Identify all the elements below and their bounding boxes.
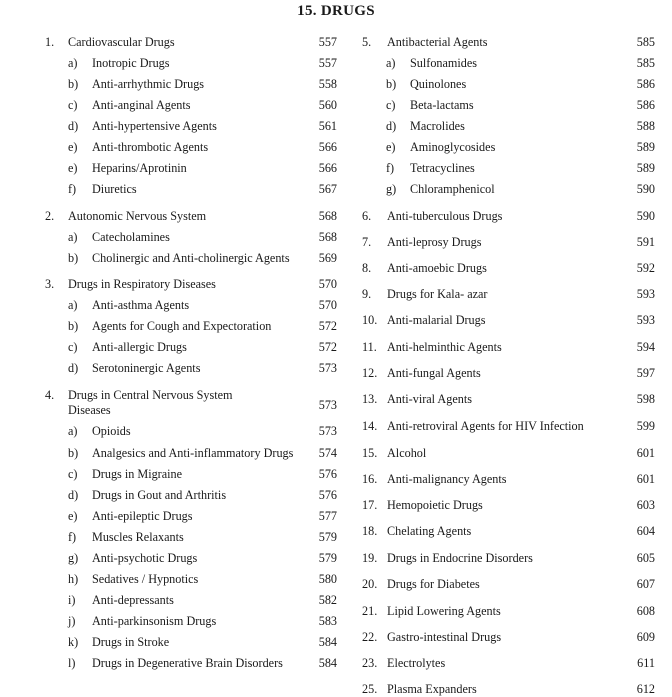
entry-label: Autonomic Nervous System <box>68 209 207 223</box>
entry-number: 23. <box>362 656 378 670</box>
subentry-letter: l) <box>68 656 76 670</box>
entry-label: Chelating Agents <box>387 524 472 538</box>
page-number: 572 <box>318 340 337 354</box>
page-number: 566 <box>318 161 337 175</box>
page-number: 560 <box>318 98 337 112</box>
entry-label: Anti-epileptic Drugs <box>92 509 193 523</box>
subentry-letter: a) <box>68 298 78 312</box>
page-number: 582 <box>318 593 337 607</box>
entry-label: Inotropic Drugs <box>92 56 170 70</box>
entry-label: Macrolides <box>410 119 465 133</box>
entry-number: 21. <box>362 604 378 618</box>
page-number: 576 <box>318 467 337 481</box>
entry-number: 20. <box>362 577 378 591</box>
page-number: 557 <box>318 56 337 70</box>
entry-number: 7. <box>362 235 372 249</box>
entry-label: Cholinergic and Anti-cholinergic Agents <box>92 251 290 265</box>
entry-label: Anti-retroviral Agents for HIV Infection <box>387 419 584 433</box>
page-number: 597 <box>636 366 655 380</box>
entry-label: Drugs for Diabetes <box>387 577 480 591</box>
subentry-letter: b) <box>68 319 79 333</box>
subentry-letter: b) <box>386 77 397 91</box>
entry-number: 1. <box>45 35 55 49</box>
entry-number: 17. <box>362 498 378 512</box>
entry-label: Beta-lactams <box>410 98 474 112</box>
subentry-letter: c) <box>68 340 78 354</box>
entry-number: 22. <box>362 630 378 644</box>
entry-label: Aminoglycosides <box>410 140 496 154</box>
entry-label: Drugs in Endocrine Disorders <box>387 551 533 565</box>
entry-number: 5. <box>362 35 372 49</box>
page-number: 608 <box>636 604 655 618</box>
page-number: 583 <box>318 614 337 628</box>
page-number: 586 <box>636 98 655 112</box>
entry-label: Sedatives / Hypnotics <box>92 572 199 586</box>
page-number: 573 <box>318 398 337 412</box>
entry-number: 2. <box>45 209 55 223</box>
subentry-letter: e) <box>68 509 78 523</box>
subentry-letter: g) <box>386 182 397 196</box>
page-title: 15. DRUGS <box>297 3 375 19</box>
subentry-letter: d) <box>68 488 79 502</box>
page-number: 568 <box>318 230 337 244</box>
entry-label: Drugs for Kala- azar <box>387 287 488 301</box>
entry-number: 25. <box>362 682 378 696</box>
entry-label: Opioids <box>92 424 131 438</box>
entry-label: Anti-parkinsonism Drugs <box>92 614 217 628</box>
page-number: 576 <box>318 488 337 502</box>
entry-label: Sulfonamides <box>410 56 478 70</box>
page-number: 570 <box>318 277 337 291</box>
subentry-letter: d) <box>68 361 79 375</box>
entry-label: Serotoninergic Agents <box>92 361 201 375</box>
page-number: 592 <box>636 261 655 275</box>
entry-number: 18. <box>362 524 378 538</box>
entry-label: Anti-leprosy Drugs <box>387 235 482 249</box>
page-number: 557 <box>318 35 337 49</box>
page-number: 603 <box>636 498 655 512</box>
entry-number: 4. <box>45 388 55 402</box>
entry-number: 6. <box>362 209 372 223</box>
page-number: 561 <box>318 119 337 133</box>
page-number: 569 <box>318 251 337 265</box>
page-number: 593 <box>636 287 655 301</box>
entry-label: Heparins/Aprotinin <box>92 161 187 175</box>
page-number: 601 <box>636 472 655 486</box>
page-number: 567 <box>318 182 337 196</box>
page-number: 591 <box>636 235 655 249</box>
entry-number: 3. <box>45 277 55 291</box>
subentry-letter: b) <box>68 77 79 91</box>
entry-label: Anti-amoebic Drugs <box>387 261 487 275</box>
page-number: 593 <box>636 313 655 327</box>
entry-number: 8. <box>362 261 372 275</box>
entry-label: Anti-depressants <box>92 593 174 607</box>
entry-label: Quinolones <box>410 77 467 91</box>
entry-number: 13. <box>362 392 378 406</box>
entry-label: Hemopoietic Drugs <box>387 498 483 512</box>
entry-label: Drugs in Central Nervous System <box>68 388 233 402</box>
subentry-letter: d) <box>386 119 397 133</box>
entry-label: Anti-thrombotic Agents <box>92 140 209 154</box>
entry-label: Gastro-intestinal Drugs <box>387 630 502 644</box>
entry-label: Anti-tuberculous Drugs <box>387 209 503 223</box>
entry-number: 9. <box>362 287 372 301</box>
entry-label: Anti-hypertensive Agents <box>92 119 217 133</box>
subentry-letter: d) <box>68 119 79 133</box>
entry-label: Catecholamines <box>92 230 170 244</box>
page-number: 589 <box>636 161 655 175</box>
page-number: 607 <box>636 577 655 591</box>
page-number: 558 <box>318 77 337 91</box>
page-number: 594 <box>636 340 655 354</box>
page-number: 599 <box>636 419 655 433</box>
entry-number: 19. <box>362 551 378 565</box>
subentry-letter: k) <box>68 635 79 649</box>
subentry-letter: j) <box>68 614 76 628</box>
entry-label: Anti-arrhythmic Drugs <box>92 77 205 91</box>
entry-label: Anti-psychotic Drugs <box>92 551 198 565</box>
page-number: 601 <box>636 446 655 460</box>
subentry-letter: f) <box>386 161 395 175</box>
subentry-letter: h) <box>68 572 79 586</box>
page-number: 604 <box>636 524 655 538</box>
subentry-letter: c) <box>68 98 78 112</box>
subentry-letter: a) <box>68 230 78 244</box>
subentry-letter: e) <box>386 140 396 154</box>
page-number: 579 <box>318 551 337 565</box>
subentry-letter: a) <box>68 424 78 438</box>
entry-label: Plasma Expanders <box>387 682 477 696</box>
subentry-letter: c) <box>68 467 78 481</box>
page-number: 573 <box>318 361 337 375</box>
page-number: 605 <box>636 551 655 565</box>
entry-label: Drugs in Respiratory Diseases <box>68 277 216 291</box>
entry-number: 11. <box>362 340 377 354</box>
entry-label: Tetracyclines <box>410 161 475 175</box>
entry-label: Anti-malignancy Agents <box>387 472 507 486</box>
entry-label: Electrolytes <box>387 656 446 670</box>
entry-label: Drugs in Migraine <box>92 467 183 481</box>
page-number: 580 <box>318 572 337 586</box>
entry-label: Antibacterial Agents <box>387 35 488 49</box>
subentry-letter: b) <box>68 446 79 460</box>
page-number: 566 <box>318 140 337 154</box>
entry-number: 12. <box>362 366 378 380</box>
page-number: 572 <box>318 319 337 333</box>
page-number: 577 <box>318 509 337 523</box>
entry-number: 10. <box>362 313 378 327</box>
page-number: 598 <box>636 392 655 406</box>
entry-number: 14. <box>362 419 378 433</box>
entry-label: Chloramphenicol <box>410 182 495 196</box>
entry-label: Analgesics and Anti-inflammatory Drugs <box>92 446 294 460</box>
entry-label: Anti-anginal Agents <box>92 98 191 112</box>
subentry-letter: c) <box>386 98 396 112</box>
entry-label: Agents for Cough and Expectoration <box>92 319 272 333</box>
page-number: 612 <box>636 682 655 696</box>
entry-label: Diuretics <box>92 182 137 196</box>
subentry-letter: a) <box>386 56 396 70</box>
entry-label: Muscles Relaxants <box>92 530 184 544</box>
entry-label: Anti-viral Agents <box>387 392 472 406</box>
page-number: 590 <box>636 182 655 196</box>
subentry-letter: f) <box>68 182 77 196</box>
entry-label: Anti-asthma Agents <box>92 298 190 312</box>
entry-label: Lipid Lowering Agents <box>387 604 501 618</box>
entry-label-continued: Diseases <box>68 403 111 417</box>
entry-label: Alcohol <box>387 446 427 460</box>
entry-label: Cardiovascular Drugs <box>68 35 175 49</box>
page-number: 584 <box>318 635 337 649</box>
entry-label: Anti-malarial Drugs <box>387 313 486 327</box>
page-number: 585 <box>636 35 655 49</box>
entry-label: Drugs in Gout and Arthritis <box>92 488 227 502</box>
subentry-letter: f) <box>68 530 77 544</box>
page-number: 574 <box>318 446 337 460</box>
subentry-letter: b) <box>68 251 79 265</box>
page-number: 588 <box>636 119 655 133</box>
subentry-letter: i) <box>68 593 76 607</box>
entry-label: Anti-fungal Agents <box>387 366 481 380</box>
entry-label: Drugs in Stroke <box>92 635 170 649</box>
entry-label: Anti-allergic Drugs <box>92 340 187 354</box>
subentry-letter: e) <box>68 140 78 154</box>
entry-number: 16. <box>362 472 378 486</box>
page-number: 573 <box>318 424 337 438</box>
page-number: 585 <box>636 56 655 70</box>
page-number: 590 <box>636 209 655 223</box>
page-number: 568 <box>318 209 337 223</box>
page-number: 586 <box>636 77 655 91</box>
entry-label: Drugs in Degenerative Brain Disorders <box>92 656 283 670</box>
page-number: 570 <box>318 298 337 312</box>
page-number: 579 <box>318 530 337 544</box>
page-number: 589 <box>636 140 655 154</box>
page-number: 611 <box>637 656 655 670</box>
subentry-letter: e) <box>68 161 78 175</box>
entry-number: 15. <box>362 446 378 460</box>
subentry-letter: g) <box>68 551 79 565</box>
page-number: 584 <box>318 656 337 670</box>
page-number: 609 <box>636 630 655 644</box>
subentry-letter: a) <box>68 56 78 70</box>
entry-label: Anti-helminthic Agents <box>387 340 502 354</box>
